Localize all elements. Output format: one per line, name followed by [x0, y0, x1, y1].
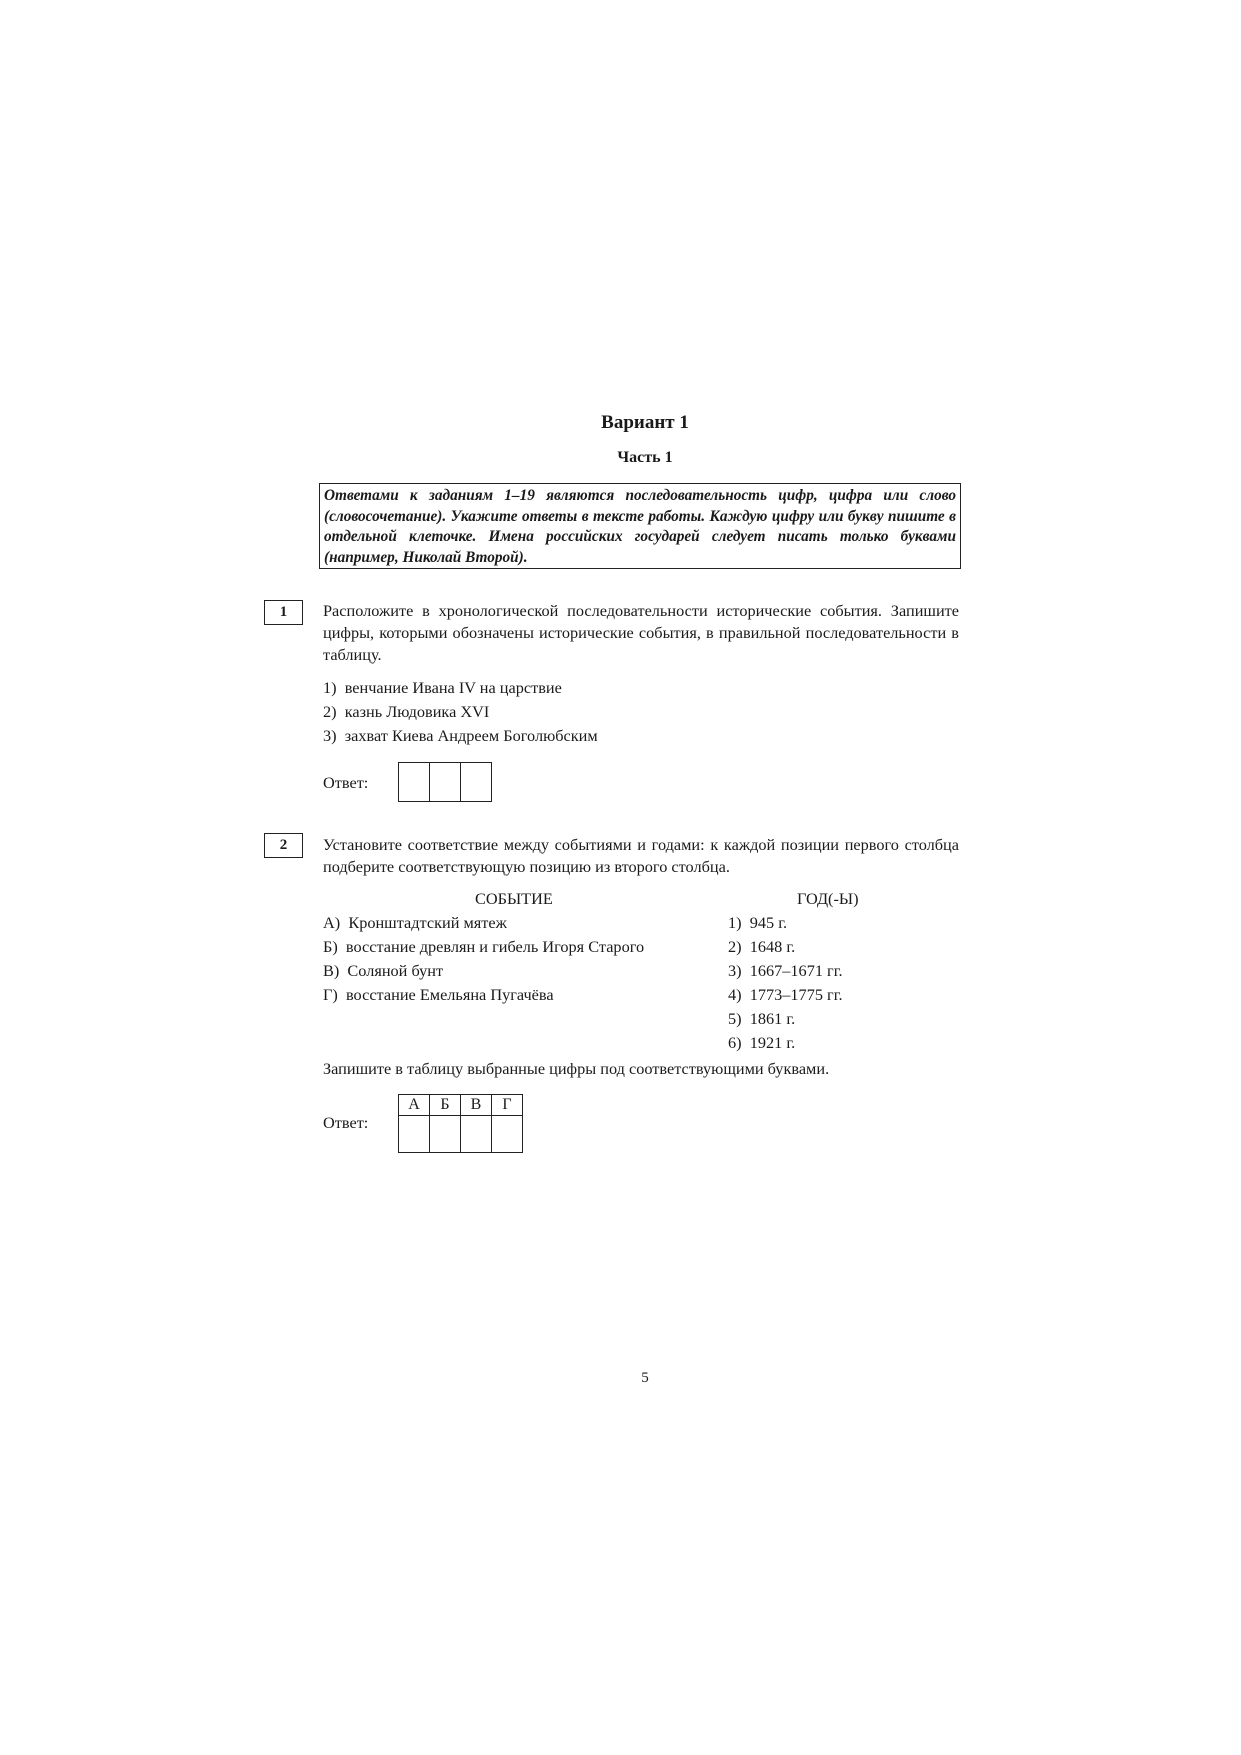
answer-cell[interactable] — [399, 763, 430, 802]
answer-cell[interactable] — [399, 1116, 430, 1153]
year-item — [728, 1032, 795, 1054]
year-text: 1861 г. — [749, 1009, 796, 1028]
year-item — [728, 936, 795, 958]
year-number: 1) — [728, 913, 742, 932]
year-number: 5) — [728, 1009, 742, 1028]
part-title: Часть 1 — [617, 449, 673, 466]
answer-cell[interactable] — [461, 1116, 492, 1153]
option-number: 2) — [323, 702, 337, 721]
year-text: 945 г. — [749, 913, 788, 932]
event-text: восстание Емельяна Пугачёва — [345, 985, 554, 1004]
letter-header-cell: В — [461, 1095, 492, 1116]
answer-cell[interactable] — [492, 1116, 523, 1153]
year-item — [728, 1008, 795, 1030]
answer-cell[interactable] — [430, 763, 461, 802]
event-item — [323, 960, 443, 982]
task-1-answer-label: Ответ: — [323, 773, 369, 792]
year-text: 1921 г. — [749, 1033, 796, 1052]
answer-cell[interactable] — [430, 1116, 461, 1153]
task-2-prompt: Установите соответствие между событиями и годами: к каждой позиции первого столбца подберите соответствующую позицию из второго столбца. — [323, 835, 959, 876]
event-text: Кронштадтский мятеж — [348, 913, 507, 932]
task-2-answer-label: Ответ: — [323, 1113, 369, 1132]
option-number: 1) — [323, 678, 337, 697]
event-text: восстание древлян и гибель Игоря Старого — [345, 937, 645, 956]
event-item — [323, 984, 554, 1006]
year-item — [728, 984, 843, 1006]
task-2-answer-grid — [398, 1094, 523, 1153]
year-number: 4) — [728, 985, 742, 1004]
letter-header-cell: А — [399, 1095, 430, 1116]
year-number: 2) — [728, 937, 742, 956]
year-text: 1667–1671 гг. — [749, 961, 843, 980]
letter-header-cell: Г — [492, 1095, 523, 1116]
instructions-box: Ответами к заданиям 1–19 являются последовательность цифр, цифра или слово (словосочетание). Укажите ответы в тексте работы. Каждую цифру или букву пишите в отдельной клеточке. Имена российских государей следует писать только буквами (например, Николай Второй). — [319, 483, 961, 569]
event-letter: А) — [323, 913, 341, 932]
page-number: 5 — [641, 1370, 649, 1386]
year-text: 1773–1775 гг. — [749, 985, 843, 1004]
task-1-prompt: Расположите в хронологической последовательности исторические события. Запишите цифры, которыми обозначены исторические события, в правильной последовательности в таблицу. — [323, 601, 959, 664]
letter-header-cell: Б — [430, 1095, 461, 1116]
event-letter: Г) — [323, 985, 338, 1004]
years-column-header: ГОД(-Ы) — [797, 889, 859, 908]
task-1-option — [323, 677, 562, 699]
year-item — [728, 960, 843, 982]
option-number: 3) — [323, 726, 337, 745]
year-number: 3) — [728, 961, 742, 980]
answer-cell[interactable] — [461, 763, 492, 802]
year-number: 6) — [728, 1033, 742, 1052]
task-1-answer-grid — [398, 762, 492, 802]
year-item — [728, 912, 787, 934]
task-2-note: Запишите в таблицу выбранные цифры под соответствующими буквами. — [323, 1059, 830, 1078]
event-text: Соляной бунт — [347, 961, 444, 980]
event-item — [323, 912, 507, 934]
event-item — [323, 936, 644, 958]
event-letter: Б) — [323, 937, 338, 956]
event-letter: В) — [323, 961, 340, 980]
year-text: 1648 г. — [749, 937, 796, 956]
option-text: захват Киева Андреем Боголюбским — [344, 726, 598, 745]
option-text: казнь Людовика XVI — [344, 702, 490, 721]
events-column-header: СОБЫТИЕ — [475, 889, 553, 908]
task-1-number: 1 — [264, 600, 303, 625]
page-title: Вариант 1 — [601, 412, 689, 433]
option-text: венчание Ивана IV на царствие — [344, 678, 562, 697]
task-1-option — [323, 701, 489, 723]
task-1-option — [323, 725, 598, 747]
task-2-number: 2 — [264, 833, 303, 858]
